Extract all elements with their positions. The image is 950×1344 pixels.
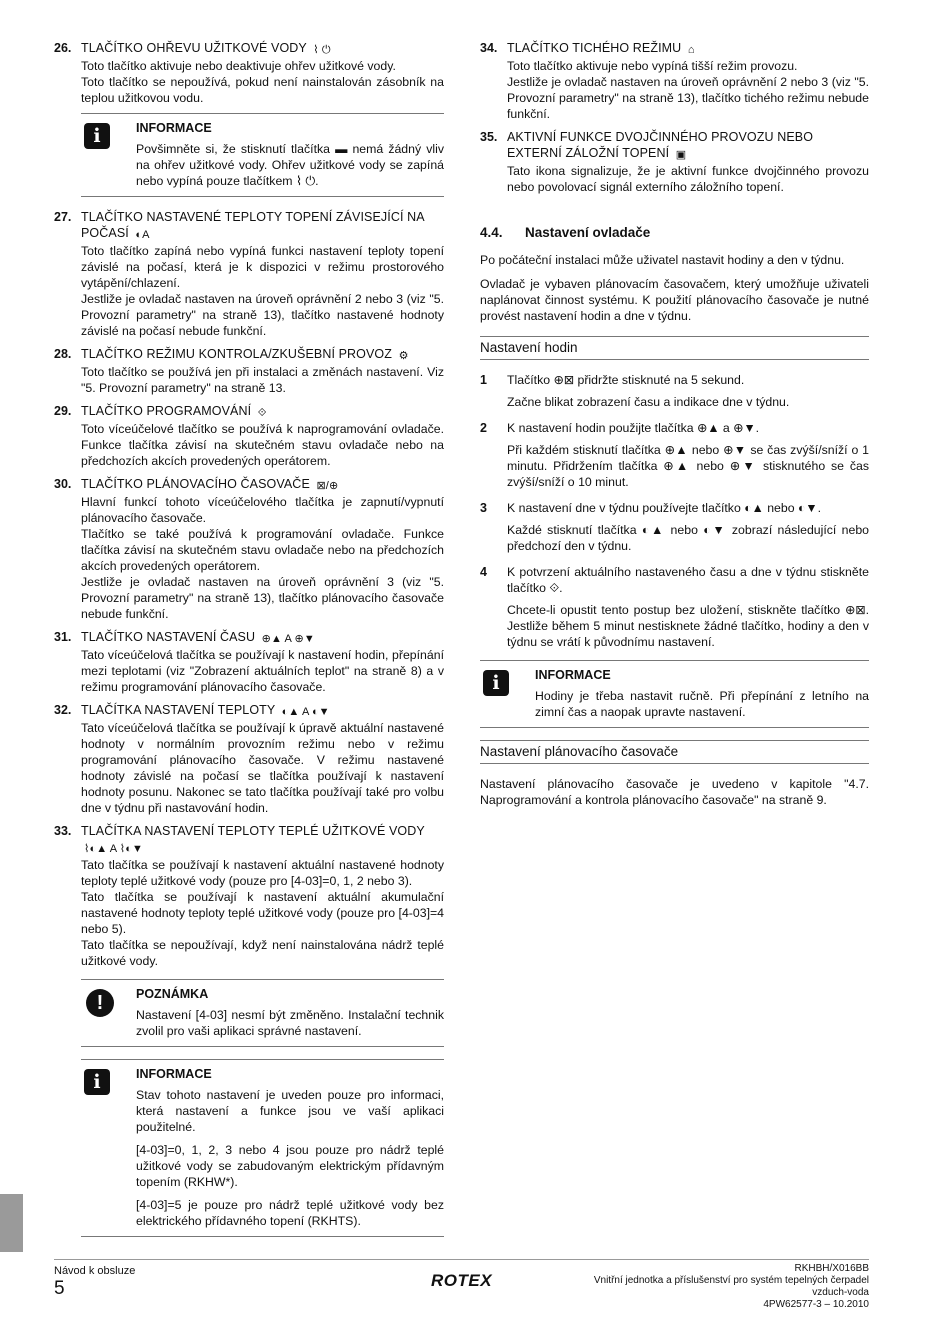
intro-text: Ovladač je vybaven plánovacím časovačem, který umožňuje uživateli naplánovat činnost systému. K použití plánovacího časovače je nutné provést nastavení hodin a dne v týdnu. bbox=[480, 277, 869, 323]
item-31 bbox=[54, 629, 444, 695]
section-heading: 4.4. Nastavení ovladače bbox=[480, 225, 651, 240]
subsection-heading: Nastavení plánovacího časovače bbox=[480, 740, 869, 764]
item-title: TLAČÍTKO NASTAVENÍ ČASU ⊕▲ A ⊕▼ bbox=[81, 630, 315, 645]
intro-text: Po počáteční instalaci může uživatel nastavit hodiny a den v týdnu. bbox=[480, 253, 845, 267]
footer-doc-type: Návod k obsluze bbox=[54, 1265, 136, 1277]
left-column bbox=[54, 40, 444, 1249]
info-icon: i bbox=[84, 1069, 110, 1095]
step-4: 4 K potvrzení aktuálního nastaveného času a dne v týdnu stiskněte tlačítko ⟐. Chcete-li opustit tento postup bez uložení, stiskněte tlačítko ⊕⊠. Jestliže během 5 minut nestisknete žádné tlačítko, hodiny a den v týdnu se vrátí k původnímu nastavení. bbox=[480, 565, 869, 649]
warning-note bbox=[81, 979, 444, 1047]
item-26 bbox=[54, 40, 444, 106]
item-number: 34. bbox=[480, 41, 498, 55]
item-number: 35. bbox=[480, 130, 498, 144]
item-number: 32. bbox=[54, 703, 72, 717]
info-icon: i bbox=[483, 670, 509, 696]
item-30 bbox=[54, 476, 444, 622]
item-title: TLAČÍTKO TICHÉHO REŽIMU ⌂ bbox=[507, 41, 695, 56]
note-title: INFORMACE bbox=[535, 668, 611, 682]
item-text: Tato tlačítka se používají k nastavení aktuální akumulační nastavené hodnoty teploty teplé užitkové vody (pouze pro [4-03]=4 nebo 5). bbox=[81, 890, 444, 936]
note-text: Hodiny je třeba nastavit ručně. Při přepínání z letního na zimní čas a naopak upravte nastavení. bbox=[535, 689, 869, 719]
note-text: [4-03]=5 je pouze pro nádrž teplé užitkové vody bez elektrického přídavného topení (RKHTS). bbox=[136, 1198, 444, 1228]
item-text: Toto tlačítko se používá jen při instalaci a změnách nastavení. Viz "5. Provozní parametry" na straně 13. bbox=[81, 365, 444, 395]
item-text: Jestliže je ovladač nastaven na úroveň oprávnění 2 nebo 3 (viz "5. Provozní parametry" na straně 13), tlačítko nastavené hodnoty závislé na počasí nebude funkční. bbox=[81, 292, 444, 338]
item-34 bbox=[480, 40, 869, 122]
item-text: Tato tlačítka se nepoužívají, když není nainstalována nádrž teplé užitkové vody. bbox=[81, 938, 444, 968]
info-note bbox=[480, 660, 869, 728]
note-title: INFORMACE bbox=[136, 1067, 212, 1081]
item-number: 33. bbox=[54, 824, 72, 838]
hot-water-temperature-icon: ⌇◐▲ A ⌇◐▼ bbox=[84, 843, 143, 855]
time-adjust-icon: ⊕▲ A ⊕▼ bbox=[261, 633, 315, 645]
item-title: TLAČÍTKA NASTAVENÍ TEPLOTY ◐▲ A ◐▼ bbox=[81, 703, 330, 718]
item-32 bbox=[54, 702, 444, 816]
note-text: Stav tohoto nastavení je uveden pouze pro informaci, která nastavení a funkce jsou ve vaší aplikaci použitelné. bbox=[136, 1088, 444, 1134]
item-title: TLAČÍTKA NASTAVENÍ TEPLOTY TEPLÉ UŽITKOVÉ VODY ⌇◐▲ A ⌇◐▼ bbox=[81, 824, 425, 855]
item-text: Toto víceúčelové tlačítko se používá k naprogramování ovladače. Funkce tlačítka závisí na skutečném stavu ovladače nebo na předchozích akcích provedených operátorem. bbox=[81, 422, 444, 468]
item-title: TLAČÍTKO PROGRAMOVÁNÍ ⟐ bbox=[81, 404, 267, 419]
hot-water-icon: ⌇ ⏻ bbox=[313, 44, 331, 56]
backup-heater-icon: ▣ bbox=[675, 149, 687, 161]
item-text: Tato víceúčelová tlačítka se používají k nastavení hodin, přepínání mezi teplotami (viz "Zobrazení aktuálních teplot" na straně 8) a v režimu programování plánovacího časovače. bbox=[81, 648, 444, 694]
outro-text: Nastavení plánovacího časovače je uvedeno v kapitole "4.7. Naprogramování a kontrola plánovacího časovače" na straně 9. bbox=[480, 777, 869, 807]
item-text: Tlačítko se také používá k programování ovladače. Funkce tlačítka závisí na skutečném stavu ovladače nebo na předchozích akcích provedených operátorem. bbox=[81, 527, 444, 573]
step-2: 2 K nastavení hodin použijte tlačítka ⊕▲ a ⊕▼. Při každém stisknutí tlačítka ⊕▲ nebo ⊕▼ se čas zvýší/sníží o 1 minutu. Přidržením tlačítka ⊕▲ nebo ⊕▼ stisknutého se čas zvýší/sníží o 10 minut. bbox=[480, 421, 869, 489]
schedule-timer-icon: ⊠/⊕ bbox=[316, 480, 339, 492]
item-text: Hlavní funkcí tohoto víceúčelového tlačítka je zapnutí/vypnutí plánovacího časovače. bbox=[81, 495, 444, 525]
note-text: Nastavení [4-03] nesmí být změněno. Instalační technik zvolil pro vaši aplikaci správné nastavení. bbox=[136, 1008, 444, 1038]
brand-logo: ROTEX bbox=[431, 1271, 493, 1290]
info-note bbox=[81, 1059, 444, 1237]
model-code: RKHBH/X016BB bbox=[794, 1263, 869, 1274]
item-number: 28. bbox=[54, 347, 72, 361]
note-text: [4-03]=0, 1, 2, 3 nebo 4 jsou pouze pro nádrž teplé užitkové vody se zabudovaným elektrickým přídavným topením (RKHW*). bbox=[136, 1143, 444, 1189]
note-title: POZNÁMKA bbox=[136, 987, 209, 1001]
item-number: 29. bbox=[54, 404, 72, 418]
temperature-adjust-icon: ◐▲ A ◐▼ bbox=[281, 706, 330, 718]
item-text: Tato ikona signalizuje, že je aktivní funkce dvojčinného provozu nebo povolovací signál externího záložního topení. bbox=[507, 164, 869, 194]
step-3: 3 K nastavení dne v týdnu používejte tlačítko ◐▲ nebo ◐▼. Každé stisknutí tlačítka ◐▲ nebo ◐▼ zobrazí následující nebo předchozí den v týdnu. bbox=[480, 501, 869, 553]
note-title: INFORMACE bbox=[136, 121, 212, 135]
item-number: 31. bbox=[54, 630, 72, 644]
item-number: 26. bbox=[54, 41, 72, 55]
item-text: Toto tlačítko zapíná nebo vypíná funkci nastavení teploty topení závislé na počasí, která je k dispozici v režimu prostorového vytápění/chlazení. bbox=[81, 244, 444, 290]
item-27 bbox=[54, 209, 444, 339]
page-number: 5 bbox=[54, 1278, 65, 1299]
page-footer bbox=[54, 1259, 869, 1310]
item-title: TLAČÍTKO NASTAVENÉ TEPLOTY TOPENÍ ZÁVISEJÍCÍ NA POČASÍ ◐A bbox=[81, 210, 424, 241]
item-title: TLAČÍTKO PLÁNOVACÍHO ČASOVAČE ⊠/⊕ bbox=[81, 477, 339, 492]
item-number: 27. bbox=[54, 210, 72, 224]
note-text: Povšimněte si, že stisknutí tlačítka ▬ nemá žádný vliv na ohřev užitkové vody. Ohřev užitkové vody se zapíná nebo vypíná pouze tlačítkem ⌇ ⏻. bbox=[136, 142, 444, 188]
right-column bbox=[480, 40, 869, 808]
weather-dependent-icon: ◐A bbox=[135, 229, 150, 241]
item-text: Jestliže je ovladač nastaven na úroveň oprávnění 2 nebo 3 (viz "5. Provozní parametry" na straně 13), tlačítko tichého režimu nebude funkční. bbox=[507, 75, 869, 121]
item-text: Toto tlačítko aktivuje nebo deaktivuje ohřev užitkové vody. bbox=[81, 59, 396, 73]
chapter-tab bbox=[0, 1194, 23, 1252]
item-text: Tato víceúčelová tlačítka se používají k úpravě aktuální nastavené hodnoty v normálním provozním režimu nebo v režimu programování plánovacího časovače. V režimu nastavené hodnoty závislé na počasí se tlačítka používají k nastavení hodnoty posunu. Nakonec se tato tlačítka používají také pro volbu dne v týdnu při nastavování hodin. bbox=[81, 721, 444, 815]
quiet-mode-icon: ⌂ bbox=[687, 44, 695, 56]
item-title: TLAČÍTKO REŽIMU KONTROLA/ZKUŠEBNÍ PROVOZ ⚙ bbox=[81, 347, 409, 362]
subsection-heading: Nastavení hodin bbox=[480, 336, 869, 360]
doc-code: 4PW62577-3 – 10.2010 bbox=[763, 1299, 869, 1310]
info-note bbox=[81, 113, 444, 197]
item-text: Toto tlačítko se nepoužívá, pokud není nainstalován zásobník na teplou užitkovou vodu. bbox=[81, 75, 444, 105]
footer-info bbox=[594, 1263, 869, 1311]
item-number: 30. bbox=[54, 477, 72, 491]
item-35 bbox=[480, 129, 869, 195]
test-mode-icon: ⚙ bbox=[398, 350, 409, 362]
item-text: Tato tlačítka se používají k nastavení aktuální nastavené hodnoty teploty teplé užitkové vody (pouze pro [4-03]=0, 1, 2 nebo 3). bbox=[81, 858, 444, 888]
item-33 bbox=[54, 823, 444, 969]
product-line: Vnitřní jednotka a příslušenství pro systém tepelných čerpadel bbox=[593, 1275, 869, 1286]
program-icon: ⟐ bbox=[257, 407, 267, 419]
item-28 bbox=[54, 346, 444, 396]
item-text: Toto tlačítko aktivuje nebo vypíná tišší režim provozu. bbox=[507, 59, 798, 73]
item-title: AKTIVNÍ FUNKCE DVOJČINNÉHO PROVOZU NEBO EXTERNÍ ZÁLOŽNÍ TOPENÍ ▣ bbox=[507, 130, 814, 161]
info-icon: i bbox=[84, 123, 110, 149]
item-text: Jestliže je ovladač nastaven na úroveň oprávnění 3 (viz "5. Provozní parametry" na straně 13), tlačítko plánovacího časovače nebude funkční. bbox=[81, 575, 444, 621]
exclamation-icon: ! bbox=[86, 989, 114, 1017]
item-title: TLAČÍTKO OHŘEVU UŽITKOVÉ VODY ⌇ ⏻ bbox=[81, 41, 331, 56]
item-29 bbox=[54, 403, 444, 469]
step-1: 1 Tlačítko ⊕⊠ přidržte stisknuté na 5 sekund. Začne blikat zobrazení času a indikace dne v týdnu. bbox=[480, 373, 790, 409]
product-line-2: vzduch-voda bbox=[812, 1287, 869, 1298]
